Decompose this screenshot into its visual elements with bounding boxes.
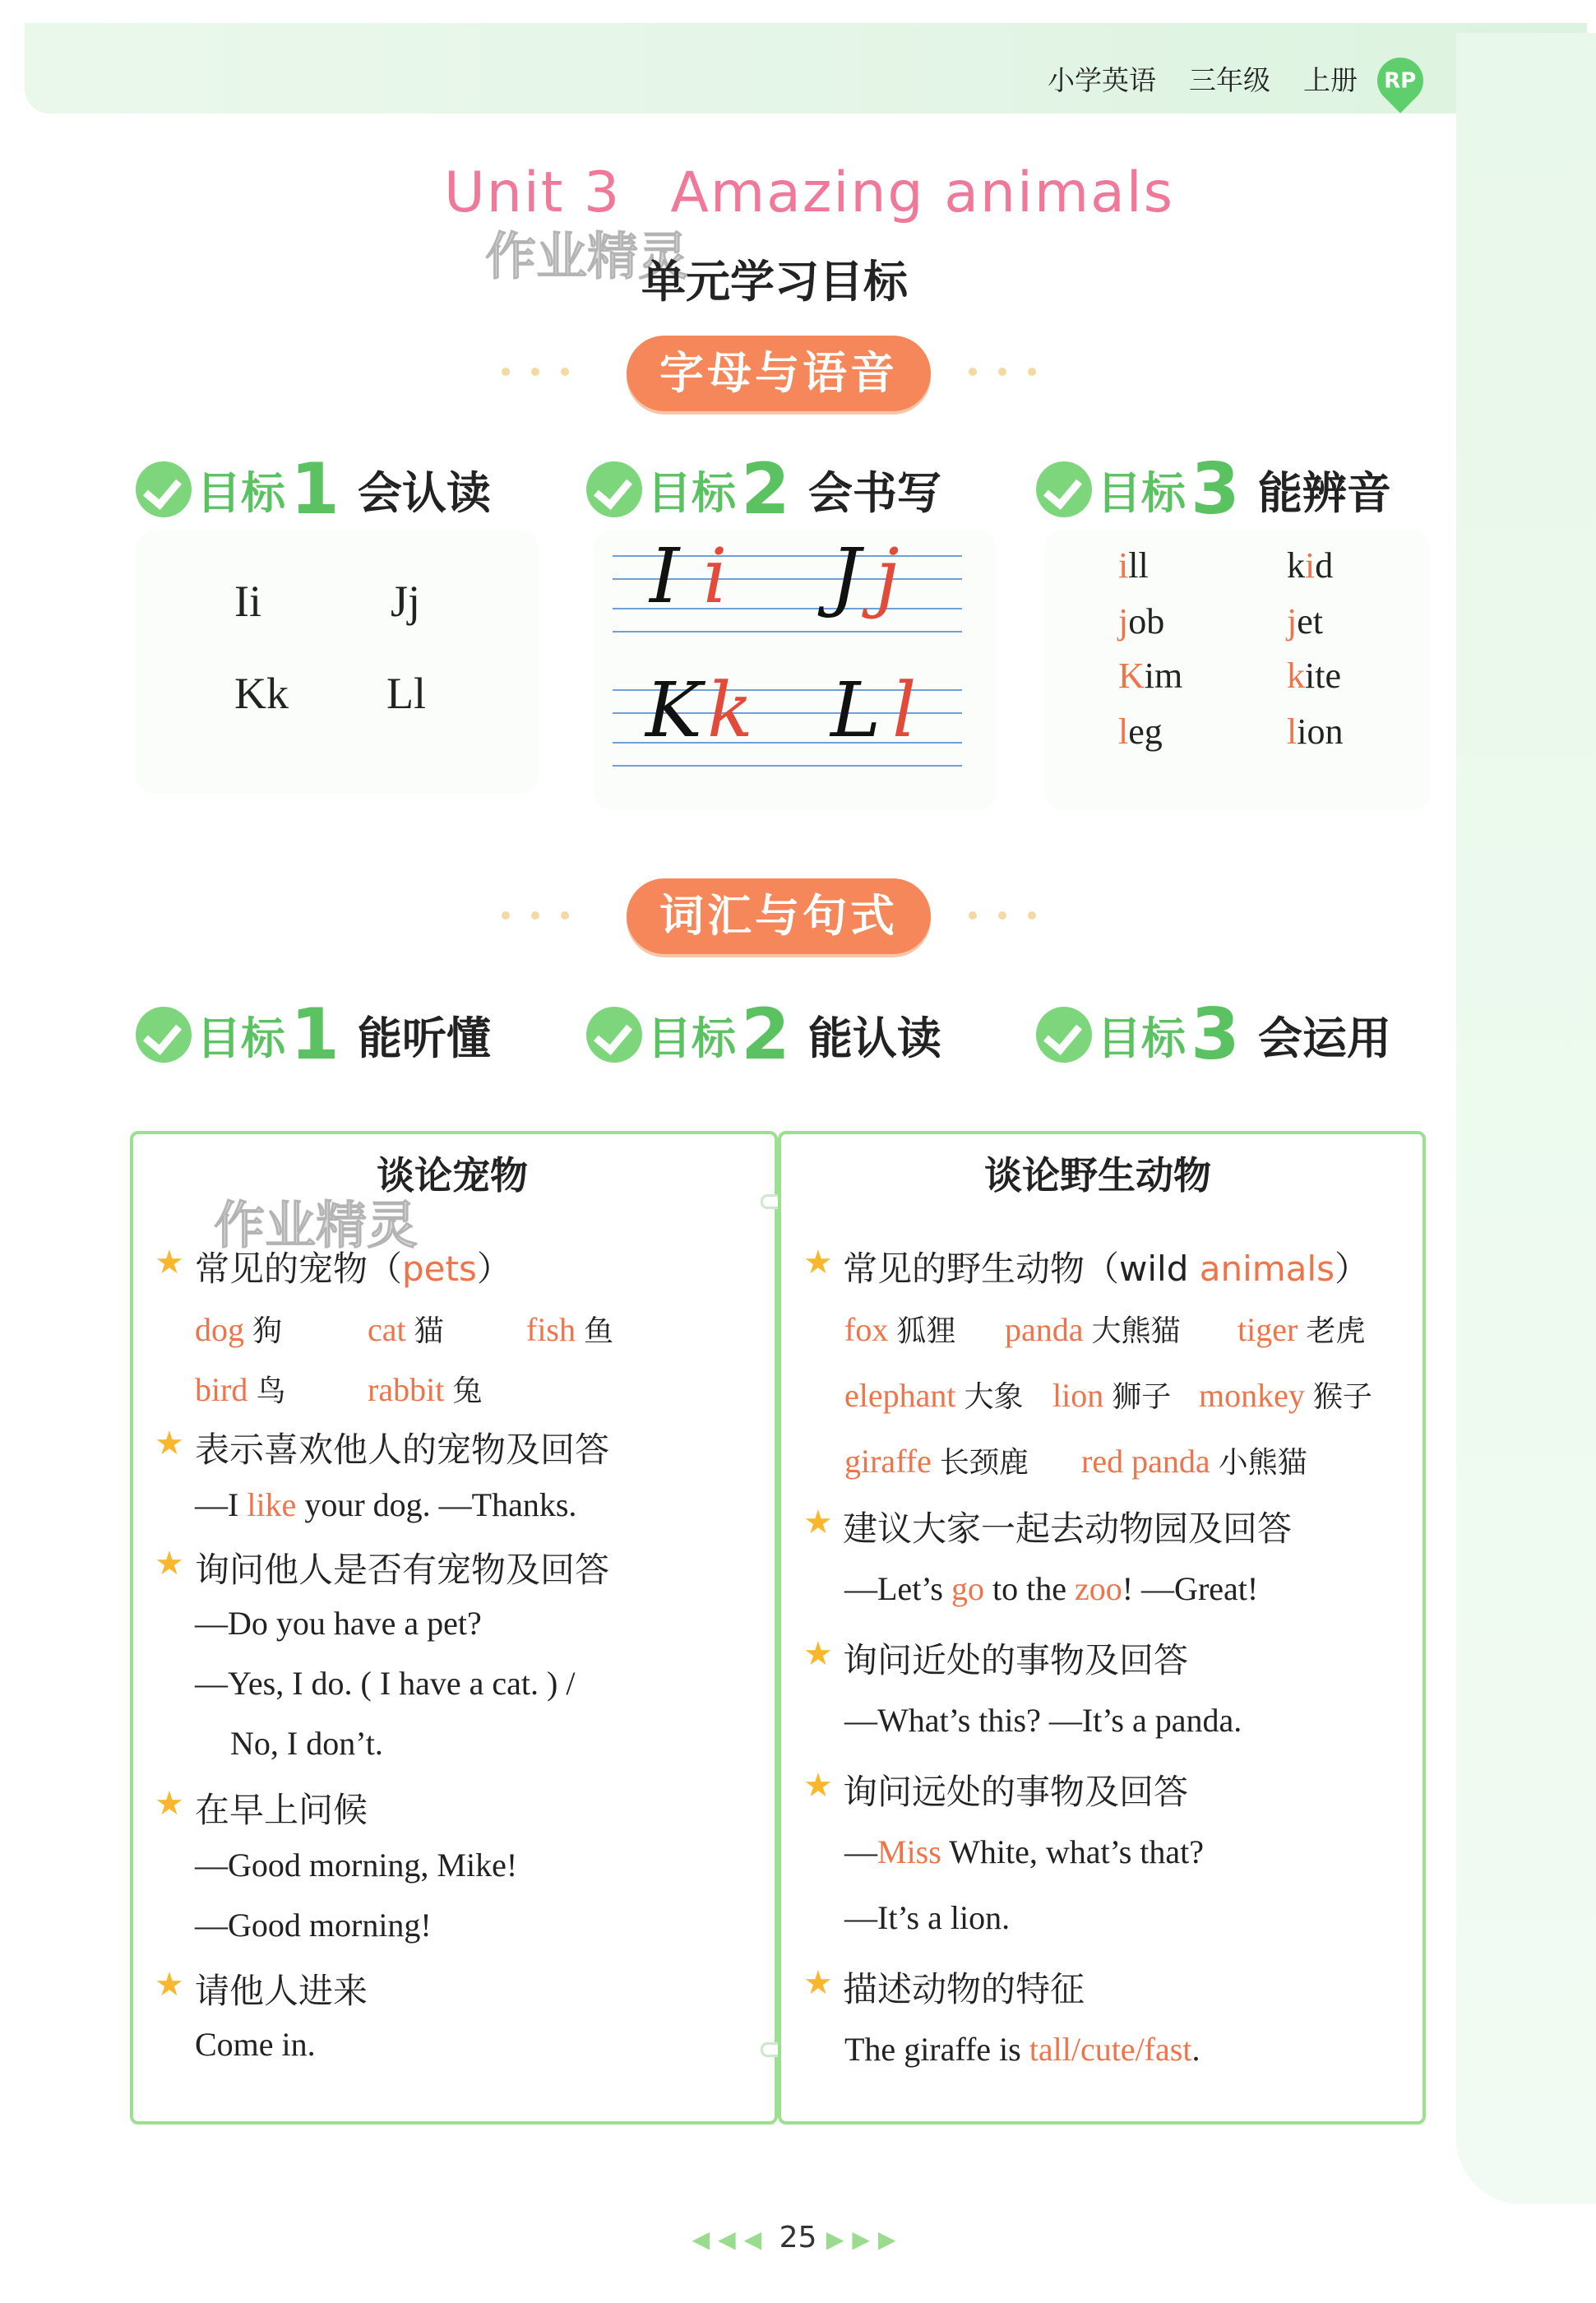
left-arrows-icon: ◀◀◀ [692, 2226, 770, 2253]
example-sentence: —Let’s go to the zoo! —Great! [844, 1570, 1259, 1607]
letter-pair: Ii [234, 577, 261, 626]
handwriting-letter: I [650, 532, 680, 620]
handwriting-letter: K [645, 666, 702, 754]
example-sentence: —Good morning! [195, 1907, 432, 1944]
goal-2: 目标 2 会书写 [586, 456, 941, 522]
vocab-item: giraffe 长颈鹿 [844, 1443, 1029, 1480]
side-decoration [1456, 33, 1596, 2204]
goal-2: 目标 2 能认读 [586, 1002, 941, 1068]
vocab-item: monkey 猴子 [1199, 1377, 1372, 1414]
example-sentence: The giraffe is tall/cute/fast. [844, 2031, 1200, 2068]
topic-heading: 描述动物的特征 [843, 1969, 1085, 2009]
vocab-item: rabbit 兔 [368, 1371, 483, 1408]
page-subtitle: 单元学习目标 [641, 256, 908, 308]
handwriting-letter: j [876, 532, 900, 620]
star-icon: ★ [803, 1504, 833, 1541]
dots-decoration [969, 368, 1036, 378]
phonics-word: kid [1287, 545, 1334, 586]
check-icon [1036, 1007, 1092, 1063]
page-number: 25 [779, 2221, 817, 2254]
example-sentence: —Yes, I do. ( I have a cat. ) / [195, 1665, 576, 1702]
vocab-item: bird 鸟 [195, 1371, 286, 1408]
star-icon: ★ [803, 1964, 833, 2002]
phonics-word: job [1118, 601, 1165, 642]
check-icon [136, 1007, 192, 1063]
handwriting-letter: l [892, 666, 917, 754]
star-icon: ★ [155, 1785, 184, 1823]
phonics-word: leg [1118, 711, 1163, 752]
phonics-word: jet [1287, 601, 1323, 642]
star-icon: ★ [803, 1635, 833, 1673]
right-arrows-icon: ▶▶▶ [826, 2226, 904, 2253]
example-sentence: —I like your dog. —Thanks. [195, 1486, 577, 1523]
handwriting-lines-row2 [613, 666, 962, 772]
goal-3: 目标 3 会运用 [1036, 1002, 1391, 1068]
topic-heading: 建议大家一起去动物园及回答 [843, 1508, 1293, 1549]
example-sentence: —What’s this? —It’s a panda. [844, 1702, 1242, 1739]
box-title: 谈论宠物 [377, 1153, 528, 1198]
star-icon: ★ [155, 1244, 184, 1281]
vocab-item: red panda 小熊猫 [1081, 1443, 1307, 1480]
letters-card [136, 531, 539, 794]
box-title: 谈论野生动物 [984, 1153, 1211, 1198]
goal-1: 目标 1 能听懂 [136, 1002, 491, 1068]
handwriting-letter: L [830, 666, 881, 754]
publisher-badge: RP [1367, 48, 1432, 113]
vocab-item: tiger 老虎 [1237, 1311, 1366, 1348]
page-footer [0, 2221, 1596, 2254]
vocab-item: fish 鱼 [526, 1311, 614, 1348]
phonics-word: Kim [1118, 656, 1183, 696]
check-icon [136, 461, 192, 517]
example-sentence: —Do you have a pet? [195, 1605, 482, 1642]
star-icon: ★ [155, 1545, 184, 1582]
handwriting-letter: J [830, 532, 861, 620]
vocab-item: elephant 大象 [844, 1377, 1024, 1414]
topic-heading: 在早上问候 [195, 1790, 368, 1830]
book-volume: 上册 [1303, 64, 1358, 96]
topic-heading: 常见的野生动物（wild animals） [843, 1249, 1369, 1289]
check-icon [1036, 461, 1092, 517]
handwriting-lines-row1 [613, 532, 962, 637]
vocab-item: panda 大熊猫 [1005, 1311, 1181, 1348]
example-sentence: —It’s a lion. [844, 1899, 1011, 1936]
section-label-letters: 字母与语音 [627, 336, 931, 411]
dots-decoration [502, 911, 569, 921]
goal-1: 目标 1 会认读 [136, 456, 491, 522]
handwriting-letter: k [707, 666, 753, 754]
star-icon: ★ [803, 1244, 833, 1281]
topic-heading: 常见的宠物（pets） [195, 1249, 511, 1289]
letter-pair: Jj [391, 577, 421, 626]
phonics-word: ill [1118, 545, 1149, 586]
letter-pair: Kk [234, 669, 289, 718]
star-icon: ★ [803, 1767, 833, 1805]
example-sentence: No, I don’t. [230, 1725, 383, 1762]
watermark: 作业精灵 [485, 226, 690, 286]
phonics-word: lion [1287, 711, 1344, 752]
watermark: 作业精灵 [214, 1195, 419, 1255]
topic-heading: 询问近处的事物及回答 [843, 1640, 1189, 1680]
check-icon [586, 1007, 642, 1063]
dots-decoration [969, 911, 1036, 921]
book-subject: 小学英语 [1048, 64, 1156, 96]
example-sentence: —Miss White, what’s that? [844, 1833, 1204, 1870]
phonics-word: kite [1287, 656, 1341, 696]
vocab-item: fox 狐狸 [844, 1311, 956, 1348]
section-label-vocab: 词汇与句式 [627, 878, 931, 954]
handwriting-letter: i [703, 532, 728, 620]
book-grade: 三年级 [1189, 64, 1270, 96]
goal-3: 目标 3 能辨音 [1036, 456, 1391, 522]
phonics-card [1044, 531, 1431, 810]
topic-heading: 询问他人是否有宠物及回答 [195, 1550, 610, 1590]
vocab-item: cat 猫 [368, 1311, 444, 1348]
topic-heading: 询问远处的事物及回答 [843, 1772, 1189, 1812]
star-icon: ★ [155, 1966, 184, 2004]
letter-pair: Ll [386, 669, 426, 718]
topic-heading: 表示喜欢他人的宠物及回答 [195, 1430, 610, 1470]
star-icon: ★ [155, 1425, 184, 1462]
example-sentence: —Good morning, Mike! [195, 1847, 518, 1884]
unit-name: Amazing animals [670, 160, 1175, 225]
check-icon [586, 461, 642, 517]
dots-decoration [502, 368, 569, 378]
unit-number: Unit 3 [444, 160, 622, 225]
example-sentence: Come in. [195, 2026, 316, 2063]
topic-heading: 请他人进来 [195, 1971, 368, 2011]
vocab-item: dog 狗 [195, 1311, 283, 1348]
vocab-item: lion 狮子 [1052, 1377, 1172, 1414]
